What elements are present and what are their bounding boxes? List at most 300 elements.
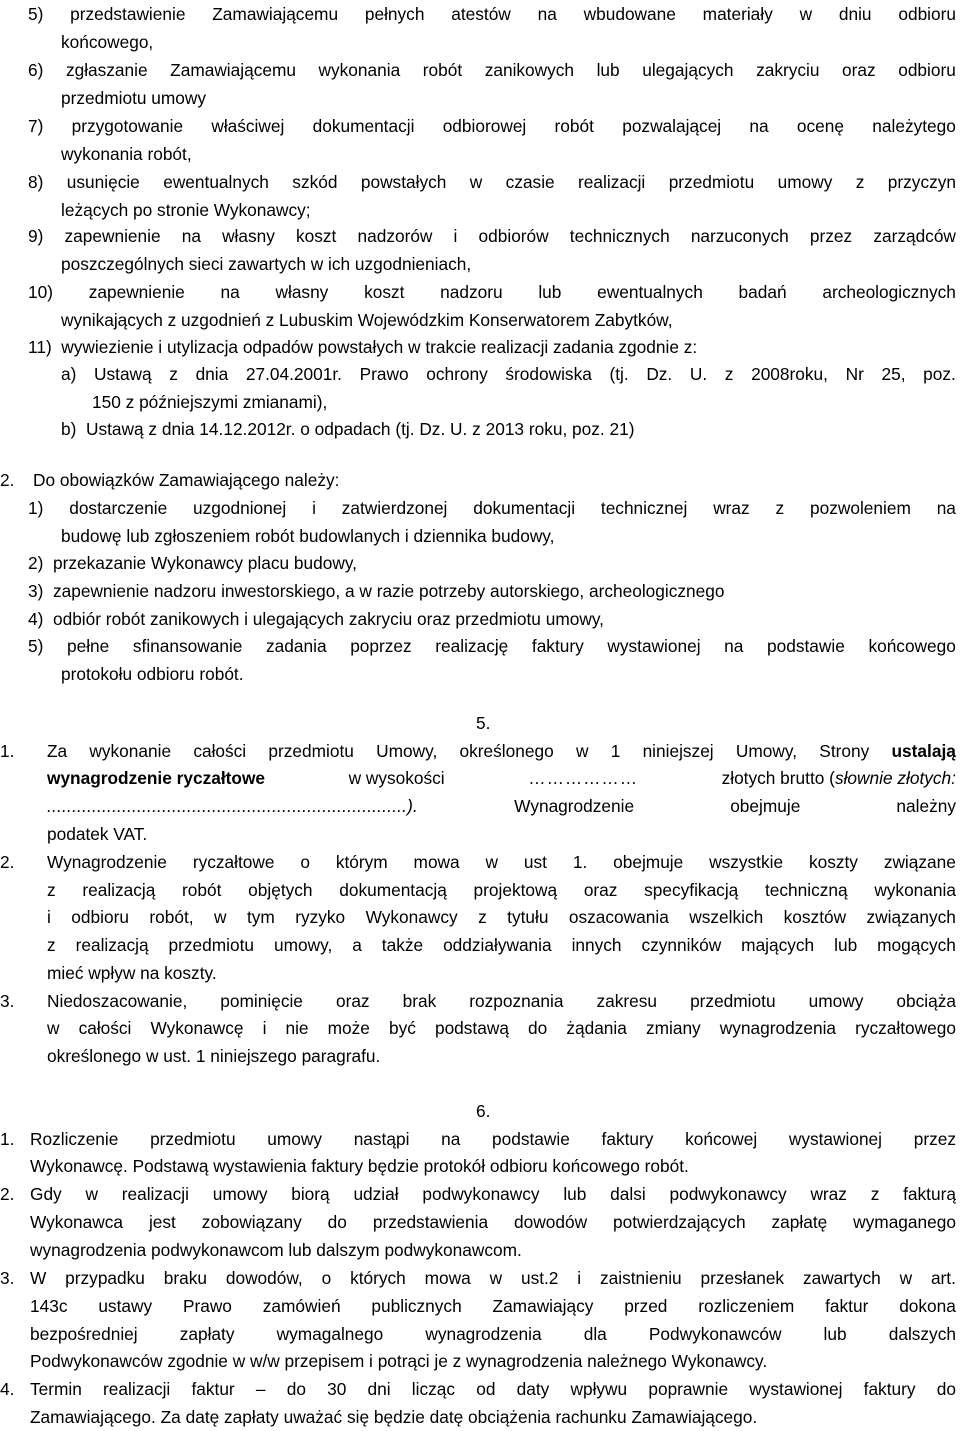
sec5-p2-line-4 bbox=[0, 931, 960, 959]
word: atestów bbox=[451, 4, 511, 24]
word: Zamawiającemu bbox=[212, 4, 339, 24]
word: a) bbox=[61, 364, 77, 384]
word: biorą bbox=[291, 1184, 330, 1204]
word: z bbox=[870, 1184, 880, 1204]
word: i bbox=[453, 226, 458, 246]
employer-duty-1-line-1 bbox=[0, 494, 960, 522]
duty-8-line-1 bbox=[0, 168, 960, 196]
sec6-p4-line-1-text bbox=[30, 1375, 956, 1403]
word: nastąpi bbox=[353, 1129, 410, 1149]
employer-duty-4-line: 4) odbiór robót zanikowych i ulegających zakryciu oraz przedmiotu umowy, bbox=[28, 609, 604, 629]
word: nie bbox=[285, 1018, 309, 1038]
word: własny bbox=[222, 226, 275, 246]
word: faktur bbox=[191, 1379, 235, 1399]
word: archeologicznych bbox=[822, 282, 956, 302]
word: robót bbox=[422, 60, 463, 80]
word: wystawionej bbox=[749, 1379, 843, 1399]
word: z bbox=[47, 880, 56, 900]
word: do bbox=[528, 1018, 548, 1038]
word: realizacji bbox=[103, 1379, 171, 1399]
word: Za bbox=[47, 741, 68, 761]
word: robót bbox=[554, 116, 594, 136]
sec6-p4-number: 4. bbox=[0, 1379, 15, 1399]
word: Umowy, bbox=[376, 741, 438, 761]
word: narzuconych bbox=[690, 226, 789, 246]
word: przedmiotu bbox=[668, 172, 755, 192]
word: specyfikacją bbox=[644, 880, 739, 900]
word: projektową bbox=[473, 880, 558, 900]
duty-7-line-1 bbox=[0, 112, 960, 140]
word: z bbox=[47, 935, 56, 955]
word: przedmiotu bbox=[268, 741, 354, 761]
word: usunięcie bbox=[66, 172, 140, 192]
duty-6-line-1 bbox=[0, 56, 960, 84]
word: o bbox=[300, 852, 310, 872]
word: Wynagrodzenie bbox=[47, 852, 167, 872]
employer-duties-intro bbox=[0, 466, 960, 494]
sec6-p3-line-4: Podwykonawców zgodnie w w/w przepisem i potrąci je z wynagrodzenia należnego Wykonawcy. bbox=[30, 1351, 768, 1371]
word: ust bbox=[523, 852, 547, 872]
word: końcowej bbox=[685, 1129, 758, 1149]
word: z bbox=[775, 498, 785, 518]
word: koszt bbox=[296, 226, 337, 246]
word: Nr bbox=[845, 364, 864, 384]
word: wystawionej bbox=[788, 1129, 883, 1149]
word: wbudowane bbox=[583, 4, 676, 24]
word: zanikowych bbox=[484, 60, 575, 80]
word: szkód bbox=[292, 172, 338, 192]
word: oszacowania bbox=[568, 907, 669, 927]
word: – bbox=[255, 1379, 266, 1399]
sec6-p4-line-2: Zamawiającego. Za datę zapłaty uważać się będzie datę obciążenia rachunku Zamawiającego. bbox=[30, 1407, 758, 1427]
sec6-p1-number: 1. bbox=[0, 1129, 15, 1149]
word: i bbox=[312, 498, 316, 518]
fee-type-bold: wynagrodzenie ryczałtowe bbox=[47, 768, 265, 788]
sec5-p3-line-1 bbox=[0, 987, 960, 1015]
word: lub bbox=[563, 1184, 587, 1204]
word: zaistnieniu bbox=[599, 1268, 682, 1288]
word: związane bbox=[883, 852, 956, 872]
sec5-p2-line-3 bbox=[0, 903, 960, 931]
word: wymaganego bbox=[853, 1212, 956, 1232]
word: faktury bbox=[601, 1129, 654, 1149]
word: 2008roku, bbox=[751, 364, 828, 384]
word: dalszych bbox=[888, 1324, 956, 1344]
vat-phrase-word-2: obejmuje bbox=[730, 796, 801, 816]
word: na bbox=[181, 226, 201, 246]
section-6-heading bbox=[0, 1097, 960, 1125]
duty-9-line-1 bbox=[0, 222, 960, 250]
sec5-p2-line-1-text bbox=[47, 848, 956, 876]
word: i bbox=[262, 1018, 267, 1038]
word: ryczałtowego bbox=[855, 1018, 956, 1038]
word: Ustawą bbox=[94, 364, 152, 384]
word: zapłatę bbox=[771, 1212, 828, 1232]
word: dokumentacji bbox=[473, 498, 576, 518]
word: przez bbox=[913, 1129, 956, 1149]
word: i bbox=[47, 907, 51, 927]
sec5-p1-number: 1. bbox=[0, 741, 15, 761]
word: 9) bbox=[28, 226, 44, 246]
word: realizacją bbox=[82, 880, 156, 900]
word: żądania bbox=[566, 1018, 627, 1038]
sec6-p2-line-3: wynagrodzenia podwykonawcom lub dalszym podwykonawcom. bbox=[30, 1240, 522, 1260]
word: należytego bbox=[872, 116, 956, 136]
duty-11-line: 11) wywiezienie i utylizacja odpadów powstałych w trakcie realizacji zadania zgodnie z: bbox=[28, 337, 698, 357]
word: dokumentacją bbox=[339, 880, 447, 900]
duty-5-line-1 bbox=[0, 0, 960, 28]
word: udział bbox=[353, 1184, 399, 1204]
word: przedmiotu bbox=[168, 935, 255, 955]
word: U. bbox=[689, 364, 708, 384]
word: ryczałtowe bbox=[192, 852, 275, 872]
word: umowy bbox=[777, 172, 833, 192]
word: wykonania bbox=[318, 60, 401, 80]
word: odbioru bbox=[898, 60, 956, 80]
word: wynagrodzenia bbox=[719, 1018, 837, 1038]
word: zakryciu bbox=[756, 60, 820, 80]
sec6-p4-line-1 bbox=[0, 1375, 960, 1403]
word: badań bbox=[738, 282, 787, 302]
vat-phrase-word-1: Wynagrodzenie bbox=[514, 796, 635, 816]
word: od bbox=[476, 1379, 496, 1399]
word: ust.2 bbox=[520, 1268, 559, 1288]
word: niniejszej bbox=[642, 741, 714, 761]
word: ochrony bbox=[426, 364, 488, 384]
word: licząc bbox=[411, 1379, 456, 1399]
word: robót, bbox=[149, 907, 194, 927]
word: wraz bbox=[810, 1184, 847, 1204]
word: dni bbox=[367, 1379, 391, 1399]
word: z bbox=[169, 364, 178, 384]
word: Termin bbox=[30, 1379, 82, 1399]
sec6-p3-number: 3. bbox=[0, 1268, 15, 1288]
word: czynników bbox=[641, 935, 722, 955]
bold-word: ustalają bbox=[891, 741, 956, 761]
word: wszystkie bbox=[709, 852, 784, 872]
word: z bbox=[855, 172, 865, 192]
sec6-p2-line-2 bbox=[0, 1208, 960, 1236]
word: zamówień bbox=[262, 1296, 341, 1316]
word: Prawo bbox=[182, 1296, 232, 1316]
word: obciąża bbox=[896, 991, 956, 1011]
word: a bbox=[352, 935, 362, 955]
duty-5-line-2: końcowego, bbox=[61, 32, 154, 52]
word: ocenę bbox=[796, 116, 845, 136]
word: ustawy bbox=[98, 1296, 153, 1316]
sec5-p3-line-3: określonego w ust. 1 niniejszego paragrafu. bbox=[47, 1046, 381, 1066]
word: uzgodnionej bbox=[193, 498, 287, 518]
word: pozwalającej bbox=[622, 116, 722, 136]
employer-duties-heading: Do obowiązków Zamawiającego należy: bbox=[33, 470, 340, 490]
word: także bbox=[381, 935, 424, 955]
word: 8) bbox=[28, 172, 44, 192]
employer-duty-5-line-2: protokołu odbioru robót. bbox=[61, 664, 244, 684]
word: przed bbox=[624, 1296, 668, 1316]
word: przedstawienia bbox=[372, 1212, 489, 1232]
sec6-p3-line-1-text bbox=[30, 1264, 956, 1292]
word: Wykonawcę bbox=[150, 1018, 244, 1038]
section-6-number: 6. bbox=[476, 1101, 491, 1121]
word: pozwoleniem bbox=[809, 498, 911, 518]
word: pełnych bbox=[364, 4, 425, 24]
word: 143c bbox=[30, 1296, 68, 1316]
word: bezpośredniej bbox=[30, 1324, 138, 1344]
word: w bbox=[799, 4, 813, 24]
word: do bbox=[936, 1379, 956, 1399]
sec5-p2-number: 2. bbox=[0, 852, 15, 872]
word: realizacji bbox=[121, 1184, 189, 1204]
word: lub bbox=[834, 935, 858, 955]
word: zmiany bbox=[645, 1018, 701, 1038]
word: wykonania bbox=[874, 880, 956, 900]
word: wystawionej bbox=[607, 636, 701, 656]
word: realizację bbox=[435, 636, 509, 656]
word: na bbox=[724, 636, 744, 656]
word: ryzyko bbox=[295, 907, 346, 927]
word: dostarczenie bbox=[69, 498, 168, 518]
word: do bbox=[286, 1379, 306, 1399]
duty-11a-line-2: 150 z późniejszymi zmianami), bbox=[92, 392, 328, 412]
duty-6-line-2: przedmiotu umowy bbox=[61, 88, 207, 108]
word: z bbox=[478, 907, 487, 927]
word: Niedoszacowanie, bbox=[47, 991, 188, 1011]
word: ewentualnych bbox=[163, 172, 269, 192]
word: wszelkich bbox=[689, 907, 764, 927]
word: zapłaty bbox=[179, 1324, 235, 1344]
word: faktur bbox=[825, 1296, 869, 1316]
amount-prefix: w wysokości bbox=[348, 768, 445, 788]
word: w bbox=[47, 1018, 60, 1038]
sec6-p1-line-2: Wykonawcę. Podstawą wystawienia faktury będzie protokół odbioru końcowego robót. bbox=[30, 1156, 689, 1176]
word: umowy bbox=[212, 1184, 268, 1204]
word: zawartych bbox=[802, 1268, 881, 1288]
duty-10-line-1 bbox=[0, 278, 960, 306]
word: w bbox=[489, 1268, 503, 1288]
sec6-p1-line-1-text bbox=[30, 1125, 956, 1153]
word: realizacji bbox=[578, 172, 646, 192]
word: wykonanie bbox=[89, 741, 172, 761]
word: umowy, bbox=[274, 935, 333, 955]
sec5-p3-number: 3. bbox=[0, 991, 15, 1011]
word: przez bbox=[809, 226, 853, 246]
word: robót bbox=[182, 880, 222, 900]
word: w bbox=[485, 852, 499, 872]
word: w bbox=[575, 741, 589, 761]
sec5-p2-line-5: mieć wpływ na koszty. bbox=[47, 963, 217, 983]
word: umowy bbox=[267, 1129, 322, 1149]
word: Dz. bbox=[646, 364, 673, 384]
sec5-p2-line-2 bbox=[0, 876, 960, 904]
word: do bbox=[327, 1212, 347, 1232]
duty-9-line-2: poszczególnych sieci zawartych w ich uzgodnieniach, bbox=[61, 254, 472, 274]
word: Gdy bbox=[30, 1184, 62, 1204]
employer-duty-2-line: 2) przekazanie Wykonawcy placu budowy, bbox=[28, 553, 357, 573]
word: końcowego bbox=[868, 636, 956, 656]
sec5-p3-line-2 bbox=[0, 1014, 960, 1042]
word: całości bbox=[193, 741, 247, 761]
word: 5) bbox=[28, 4, 44, 24]
sec6-p1-line-1 bbox=[0, 1125, 960, 1153]
word: Umowy, bbox=[735, 741, 798, 761]
word: zobowiązany bbox=[201, 1212, 302, 1232]
sec5-p1-line-1 bbox=[0, 737, 960, 765]
word: Prawo bbox=[359, 364, 409, 384]
word: dokona bbox=[899, 1296, 956, 1316]
word: których bbox=[350, 1268, 406, 1288]
word: jest bbox=[148, 1212, 176, 1232]
sec5-p2-line-1 bbox=[0, 848, 960, 876]
word: którym bbox=[335, 852, 388, 872]
word: wraz bbox=[713, 498, 750, 518]
word: przypadku bbox=[65, 1268, 145, 1288]
word: Podwykonawców bbox=[648, 1324, 782, 1344]
word: dokumentacji bbox=[312, 116, 415, 136]
word: całości bbox=[78, 1018, 132, 1038]
word: Rozliczenie bbox=[30, 1129, 119, 1149]
word: techniczną bbox=[764, 880, 848, 900]
employer-duty-1-line-2: budowę lub zgłoszeniem robót budowlanych i dziennika budowy, bbox=[61, 526, 555, 546]
word: technicznej bbox=[600, 498, 688, 518]
sec6-p3-line-3 bbox=[0, 1320, 960, 1348]
sec5-p1-line-3 bbox=[47, 792, 956, 820]
word: podstawie bbox=[492, 1129, 570, 1149]
word: zarządców bbox=[873, 226, 956, 246]
word: o bbox=[321, 1268, 332, 1288]
word: ulegających bbox=[642, 60, 734, 80]
employer-duty-3-line: 3) zapewnienie nadzoru inwestorskiego, a w razie potrzeby autorskiego, archeologicznego bbox=[28, 581, 725, 601]
word: podwykonawcy bbox=[669, 1184, 787, 1204]
sec6-p2-line-1 bbox=[0, 1180, 960, 1208]
word: technicznych bbox=[569, 226, 670, 246]
word: określonego bbox=[459, 741, 554, 761]
word: przesłanek bbox=[700, 1268, 785, 1288]
word: lub bbox=[596, 60, 620, 80]
word: na bbox=[441, 1129, 461, 1149]
word: innych bbox=[571, 935, 622, 955]
word: przyczyn bbox=[887, 172, 956, 192]
word: materiały bbox=[702, 4, 773, 24]
word: W bbox=[30, 1268, 47, 1288]
word: Wykonawcy bbox=[365, 907, 458, 927]
word: 1) bbox=[28, 498, 44, 518]
word: przedmiotu bbox=[690, 991, 776, 1011]
word: art. bbox=[930, 1268, 956, 1288]
word: zapewnienie bbox=[64, 226, 161, 246]
sec5-p1-line-4: podatek VAT. bbox=[47, 824, 148, 844]
word: 1 bbox=[610, 741, 621, 761]
word: 27.04.2001r. bbox=[245, 364, 342, 384]
word: (tj. bbox=[609, 364, 629, 384]
word: na bbox=[537, 4, 557, 24]
word: nadzorów bbox=[357, 226, 433, 246]
word: w bbox=[899, 1268, 913, 1288]
amount-currency-text: złotych brutto ( bbox=[721, 768, 835, 788]
word: 30 bbox=[327, 1379, 347, 1399]
word: być bbox=[388, 1018, 416, 1038]
word: odbiorów bbox=[478, 226, 549, 246]
word: oraz bbox=[335, 991, 370, 1011]
word: wymagalnego bbox=[276, 1324, 384, 1344]
word: oddziaływania bbox=[443, 935, 552, 955]
word: Zamawiającemu bbox=[170, 60, 296, 80]
sec5-p1-line-1-text bbox=[47, 737, 956, 765]
word: realizacją bbox=[75, 935, 149, 955]
word: Strony bbox=[819, 741, 870, 761]
word: odbioru bbox=[898, 4, 956, 24]
word: właściwej bbox=[211, 116, 285, 136]
word: tym bbox=[246, 907, 275, 927]
word: mogących bbox=[877, 935, 956, 955]
word: odbioru bbox=[71, 907, 129, 927]
word: przedmiotu bbox=[150, 1129, 236, 1149]
word: środowiska bbox=[505, 364, 592, 384]
word: na bbox=[220, 282, 240, 302]
word: pominięcie bbox=[220, 991, 303, 1011]
word: w bbox=[214, 907, 227, 927]
word: z bbox=[724, 364, 734, 384]
word: mających bbox=[741, 935, 815, 955]
word: objętych bbox=[248, 880, 313, 900]
word: wpływu bbox=[570, 1379, 628, 1399]
word: pełne bbox=[66, 636, 110, 656]
word: 1. bbox=[572, 852, 588, 872]
duty-10-line-2: wynikających z uzgodnień z Lubuskim Wojewódzkim Konserwatorem Zabytków, bbox=[61, 310, 673, 330]
word: dla bbox=[583, 1324, 607, 1344]
employer-duties-number: 2. bbox=[0, 470, 15, 490]
word: Zamawiający bbox=[492, 1296, 594, 1316]
sec6-p2-number: 2. bbox=[0, 1184, 15, 1204]
word: dnia bbox=[195, 364, 229, 384]
word: lub bbox=[823, 1324, 847, 1344]
word: mowa bbox=[424, 1268, 471, 1288]
word: w bbox=[469, 172, 483, 192]
word: oraz bbox=[842, 60, 876, 80]
section-5-number: 5. bbox=[476, 713, 491, 733]
word: lub bbox=[538, 282, 562, 302]
word: w bbox=[85, 1184, 98, 1204]
word: oraz bbox=[583, 880, 618, 900]
word: zapewnienie bbox=[88, 282, 185, 302]
word: zgłaszanie bbox=[65, 60, 148, 80]
word: sfinansowanie bbox=[132, 636, 243, 656]
word: publicznych bbox=[371, 1296, 462, 1316]
sec5-p3-line-1-text bbox=[47, 987, 956, 1015]
word: rozpoznania bbox=[469, 991, 564, 1011]
sec5-p1-line-2 bbox=[47, 764, 956, 792]
word: koszt bbox=[364, 282, 405, 302]
word: dniu bbox=[838, 4, 872, 24]
word: odbiorowej bbox=[442, 116, 527, 136]
word: wynagrodzenia bbox=[425, 1324, 542, 1344]
word: daty bbox=[516, 1379, 550, 1399]
word: zatwierdzonej bbox=[341, 498, 448, 518]
duty-11b-line: b) Ustawą z dnia 14.12.2012r. o odpadach (tj. Dz. U. z 2013 roku, poz. 21) bbox=[61, 419, 635, 439]
word: dalsi bbox=[610, 1184, 646, 1204]
word: faktury bbox=[531, 636, 584, 656]
word: czasie bbox=[505, 172, 555, 192]
word: fakturą bbox=[903, 1184, 956, 1204]
word: braku bbox=[163, 1268, 207, 1288]
word: brak bbox=[402, 991, 437, 1011]
vat-phrase-word-3: należny bbox=[896, 796, 956, 816]
word: poprzez bbox=[350, 636, 412, 656]
word: Wykonawca bbox=[30, 1212, 124, 1232]
word: mowa bbox=[413, 852, 460, 872]
word: potwierdzających bbox=[613, 1212, 746, 1232]
section-5-heading bbox=[0, 709, 960, 737]
word: własny bbox=[275, 282, 329, 302]
